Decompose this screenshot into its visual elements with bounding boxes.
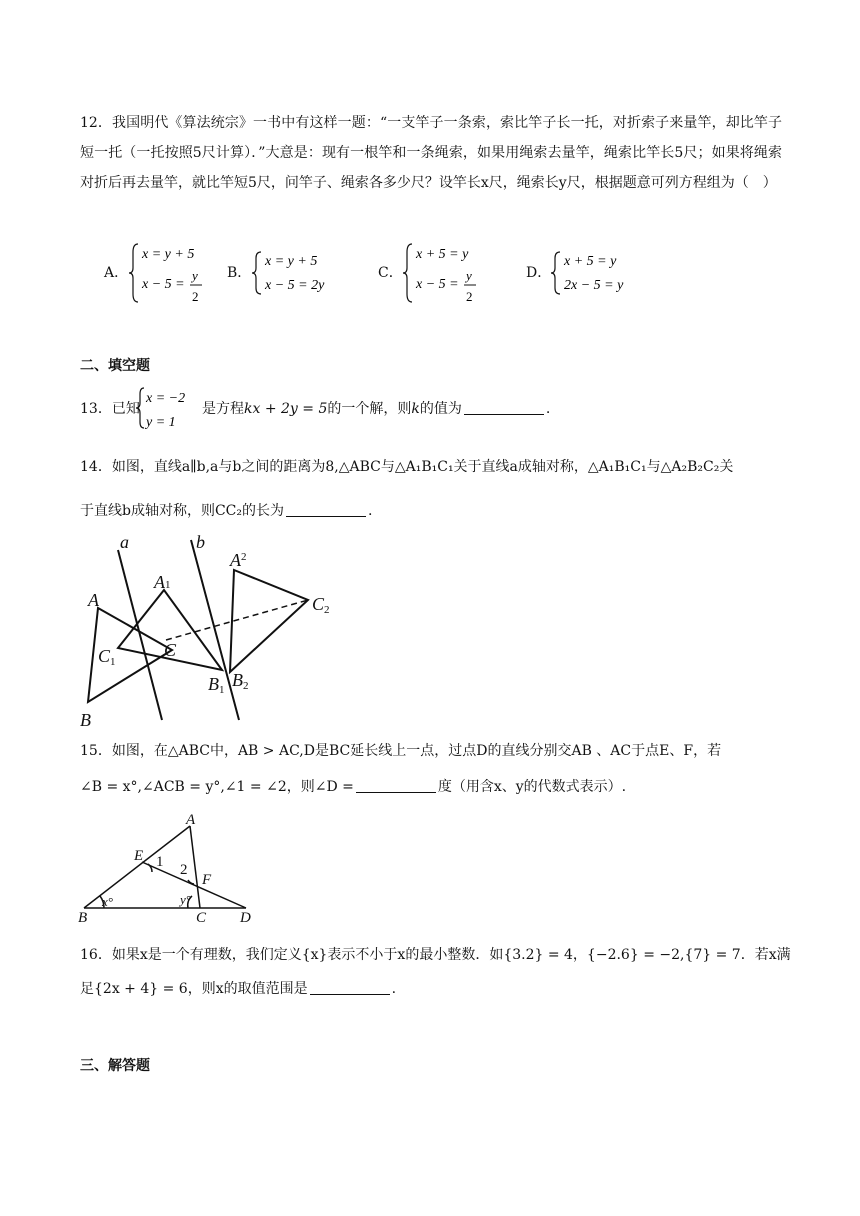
label-B1-sub: 1: [219, 684, 225, 696]
q14-line2-end: .: [368, 503, 373, 519]
section-heading-fill-in: 二、填空题: [80, 358, 150, 374]
choice-a-system: [104, 238, 214, 308]
label-C2: C: [312, 594, 325, 614]
label-F: F: [202, 872, 212, 888]
q16-line2-text: 足{2x + 4} = 6，则x的取值范围是: [80, 981, 308, 997]
choice-c-label: C．: [378, 265, 403, 281]
choice-d-eq1: x + 5 = y: [564, 254, 617, 269]
choice-a-eq2-left: x − 5 =: [142, 277, 185, 292]
q16-answer-blank[interactable]: [310, 980, 390, 995]
svg-text:C1: [98, 646, 116, 668]
q16-line2: [80, 978, 396, 1000]
question-12-text: 12．我国明代《算法统宗》一书中有这样一题：“一支竿子一条索，索比竿子长一托，对折索子来量竿，却比竿子短一托（一托按照5尺计算）．”大意是：现有一根竿和一条绳索，如果用绳索去量竿，绳索比竿长5尺；如果将绳索对折后再去量竿，就比竿短5尺，问竿子、绳索各多少尺？设竿长x尺，绳索长y尺，根据题意可列方程组为（ ）: [80, 115, 782, 191]
label-angle-2: 2: [180, 862, 188, 878]
choice-c-eq2-left: x − 5 =: [416, 277, 459, 292]
choice-b-label: B．: [227, 265, 252, 281]
svg-text:C2: [312, 594, 330, 616]
choice-a-eq2-num: y: [192, 268, 198, 283]
label-x-degree: x°: [102, 894, 113, 909]
q14-line2: [80, 500, 372, 522]
choice-d-system: [526, 238, 656, 308]
q13-variable: k: [411, 401, 420, 417]
angle-1-arc: [148, 864, 152, 872]
q13-eq1: x = −2: [146, 391, 186, 406]
q14-answer-blank[interactable]: [286, 502, 366, 517]
label-B: B: [78, 910, 88, 926]
question-13: [80, 384, 780, 432]
choice-c-eq2-num: y: [466, 268, 472, 283]
label-angle-1: 1: [156, 854, 164, 870]
label-D: D: [240, 910, 251, 926]
choice-c-eq1: x + 5 = y: [416, 247, 469, 262]
q15-line2: [80, 776, 626, 798]
svg-text:A1: [153, 572, 171, 592]
choice-a-eq1: x = y + 5: [142, 247, 195, 262]
choice-a-label: A．: [104, 265, 129, 281]
segment-ba: [84, 826, 190, 908]
label-y-degree: y°: [180, 892, 191, 907]
label-B1: B: [208, 674, 219, 694]
choice-c[interactable]: [378, 238, 498, 308]
q13-suffix-c: 的值为: [419, 401, 462, 417]
svg-text:B2: [232, 670, 249, 692]
q15-line2-tail: 度（用含x、y的代数式表示）.: [437, 779, 627, 795]
q14-figure: [76, 530, 346, 730]
choice-b-eq2: x − 5 = 2y: [265, 278, 325, 293]
section-heading-solve: 三、解答题: [80, 1058, 150, 1074]
choice-a[interactable]: [104, 238, 214, 308]
choice-c-eq2-den: 2: [466, 289, 473, 304]
q13-end: .: [545, 401, 551, 417]
q15-line1: 15．如图，在△ABC中，AB > AC,D是BC延长线上一点，过点D的直线分别交AB 、AC于点E、F，若: [80, 743, 722, 759]
choice-d-eq2: 2x − 5 = y: [564, 278, 624, 293]
choice-d-label: D．: [526, 265, 552, 281]
label-A: A: [88, 590, 99, 610]
label-B2-sub: 2: [243, 680, 249, 692]
svg-text:A2: [229, 550, 247, 570]
label-A2: A: [230, 550, 241, 570]
triangle-a2b2c2: [230, 570, 308, 672]
label-B: B: [80, 710, 91, 730]
choice-b-system: [227, 238, 357, 308]
label-A: A: [186, 812, 196, 828]
label-C2-sub: 2: [324, 604, 330, 616]
choice-b-eq1: x = y + 5: [265, 254, 318, 269]
choice-d[interactable]: [526, 238, 656, 308]
svg-text:B1: [208, 674, 225, 696]
q15-figure: [76, 806, 276, 930]
label-C1-sub: 1: [110, 656, 116, 668]
label-C1: C: [98, 646, 111, 666]
q15-line2-text: ∠B = x°,∠ACB = y°,∠1 = ∠2，则∠D =: [80, 779, 354, 795]
q13-body: [202, 398, 550, 418]
q13-eq2: y = 1: [146, 415, 176, 430]
choice-c-system: [378, 238, 498, 308]
label-E: E: [134, 848, 144, 864]
choice-b[interactable]: [227, 238, 357, 308]
q13-suffix-b: 的一个解，则: [327, 401, 412, 417]
q13-suffix-a: 是方程: [202, 401, 244, 417]
choice-a-eq2-den: 2: [192, 289, 199, 304]
label-A1: A: [154, 572, 165, 592]
q13-system: [136, 384, 196, 432]
q14-line1: 14．如图，直线a∥b,a与b之间的距离为8,△ABC与△A₁B₁C₁关于直线a成轴对称，△A₁B₁C₁与△A₂B₂C₂关: [80, 459, 734, 475]
label-A1-sub: 1: [165, 579, 171, 591]
label-b: b: [196, 532, 205, 552]
label-C: C: [196, 910, 207, 926]
q13-prefix: 13．已知: [80, 401, 140, 417]
q13-equation: kx + 2y = 5: [244, 401, 328, 417]
q15-answer-blank[interactable]: [356, 778, 436, 793]
q16-line2-end: .: [391, 981, 397, 997]
q16-line1: 16．如果x是一个有理数，我们定义{x}表示不小于x的最小整数．如{3.2} = 4，{−2.6} = −2,{7} = 7．若x满: [80, 947, 791, 963]
label-C: C: [164, 640, 177, 660]
label-a: a: [120, 532, 129, 552]
q14-line2-text: 于直线b成轴对称，则CC₂的长为: [80, 503, 284, 519]
label-A2-sub: 2: [241, 551, 247, 563]
q13-answer-blank[interactable]: [464, 400, 544, 415]
label-B2: B: [232, 670, 243, 690]
